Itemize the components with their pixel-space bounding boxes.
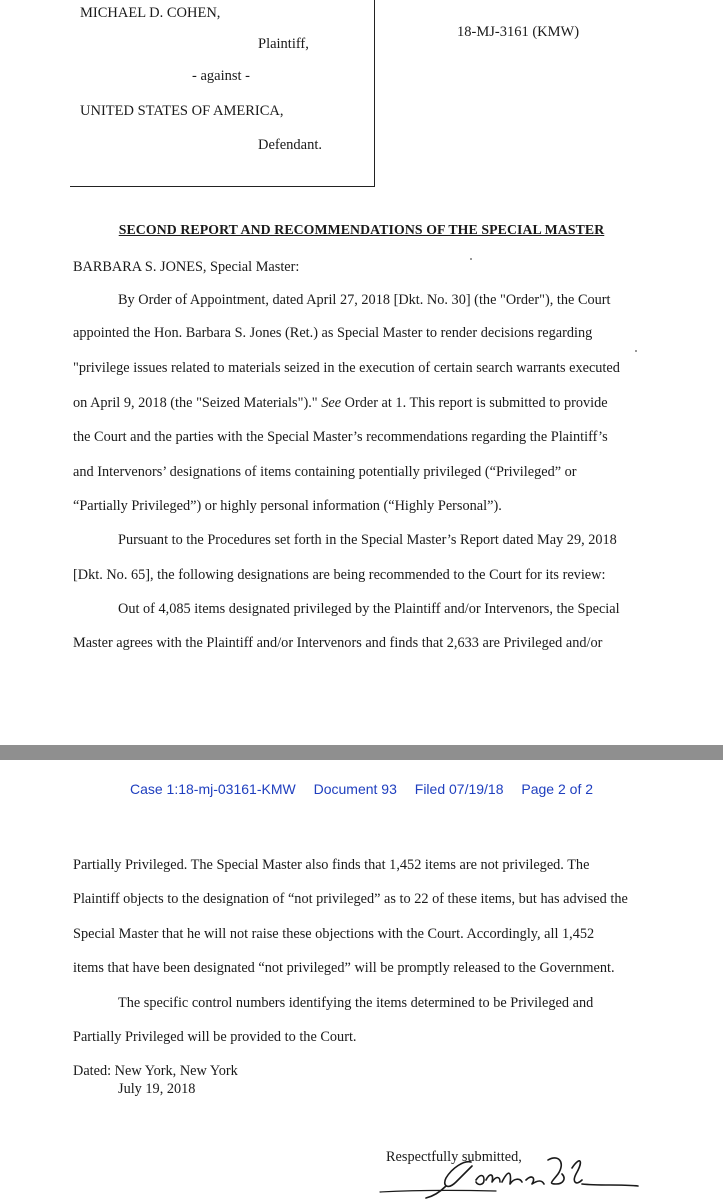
paragraph-2-line-2: [Dkt. No. 65], the following designations are being recommended to the Court for its review: — [73, 567, 606, 583]
ecf-document-number: Document 93 — [313, 781, 397, 797]
case-number: 18-MJ-3161 (KMW) — [457, 24, 580, 40]
dated-date: July 19, 2018 — [118, 1081, 196, 1097]
case-caption-box — [70, 0, 375, 187]
plaintiff-role: Plaintiff, — [258, 36, 309, 52]
paragraph-3-line-1: Out of 4,085 items designated privileged by the Plaintiff and/or Intervenors, the Special — [118, 601, 620, 617]
p2-paragraph-1-line-3: Special Master that he will not raise these objections with the Court. Accordingly, all 1,452 — [73, 926, 595, 942]
ecf-filed-date: Filed 07/19/18 — [414, 781, 504, 797]
paragraph-3-line-2: Master agrees with the Plaintiff and/or Intervenors and finds that 2,633 are Privileged and/or — [73, 635, 603, 651]
defendant-role: Defendant. — [258, 137, 323, 153]
special-master-line: BARBARA S. JONES, Special Master: — [73, 259, 300, 275]
closing-text: Respectfully submitted, — [386, 1149, 522, 1165]
document-page-2 — [0, 760, 723, 1200]
line-4-after: Order at 1. This report is submitted to provide — [341, 395, 608, 411]
ecf-page-count: Page 2 of 2 — [521, 781, 594, 797]
p2-paragraph-2-line-1: The specific control numbers identifying the items determined to be Privileged and — [118, 995, 594, 1011]
paragraph-1-line-7: “Partially Privileged”) or highly personal information (“Highly Personal”). — [73, 498, 502, 514]
scan-speck — [635, 350, 637, 352]
report-title: SECOND REPORT AND RECOMMENDATIONS OF THE SPECIAL MASTER — [118, 222, 605, 237]
page-divider — [0, 745, 723, 760]
against-label: - against - — [192, 68, 250, 84]
paragraph-1-line-1: By Order of Appointment, dated April 27, 2018 [Dkt. No. 30] (the "Order"), the Court — [118, 292, 611, 308]
p2-paragraph-2-line-2: Partially Privileged will be provided to the Court. — [73, 1029, 357, 1045]
ecf-header — [0, 781, 723, 797]
scan-speck — [470, 258, 472, 260]
paragraph-1-line-3: "privilege issues related to materials seized in the execution of certain search warrants executed — [73, 360, 620, 376]
paragraph-2-line-1: Pursuant to the Procedures set forth in the Special Master’s Report dated May 29, 2018 — [118, 532, 617, 548]
paragraph-1-line-6: and Intervenors’ designations of items containing potentially privileged (“Privileged” or — [73, 464, 577, 480]
plaintiff-name: MICHAEL D. COHEN, — [80, 5, 221, 21]
paragraph-1-line-5: the Court and the parties with the Special Master’s recommendations regarding the Plaintiff’s — [73, 429, 608, 445]
handwritten-signature — [376, 1140, 646, 1200]
paragraph-1-line-4 — [73, 394, 651, 412]
p2-paragraph-1-line-1: Partially Privileged. The Special Master also finds that 1,452 items are not privileged. The — [73, 857, 590, 873]
ecf-case-number: Case 1:18-mj-03161-KMW — [129, 781, 296, 797]
defendant-name: UNITED STATES OF AMERICA, — [80, 103, 284, 119]
p2-paragraph-1-line-2: Plaintiff objects to the designation of “not privileged” as to 22 of these items, but has advised the — [73, 891, 628, 907]
p2-paragraph-1-line-4: items that have been designated “not privileged” will be promptly released to the Government. — [73, 960, 615, 976]
paragraph-1-line-2: appointed the Hon. Barbara S. Jones (Ret.) as Special Master to render decisions regarding — [73, 325, 593, 341]
see-citation: See — [321, 395, 342, 411]
dated-location: Dated: New York, New York — [73, 1063, 238, 1079]
line-4-before: on April 9, 2018 (the "Seized Materials")." — [73, 395, 322, 411]
